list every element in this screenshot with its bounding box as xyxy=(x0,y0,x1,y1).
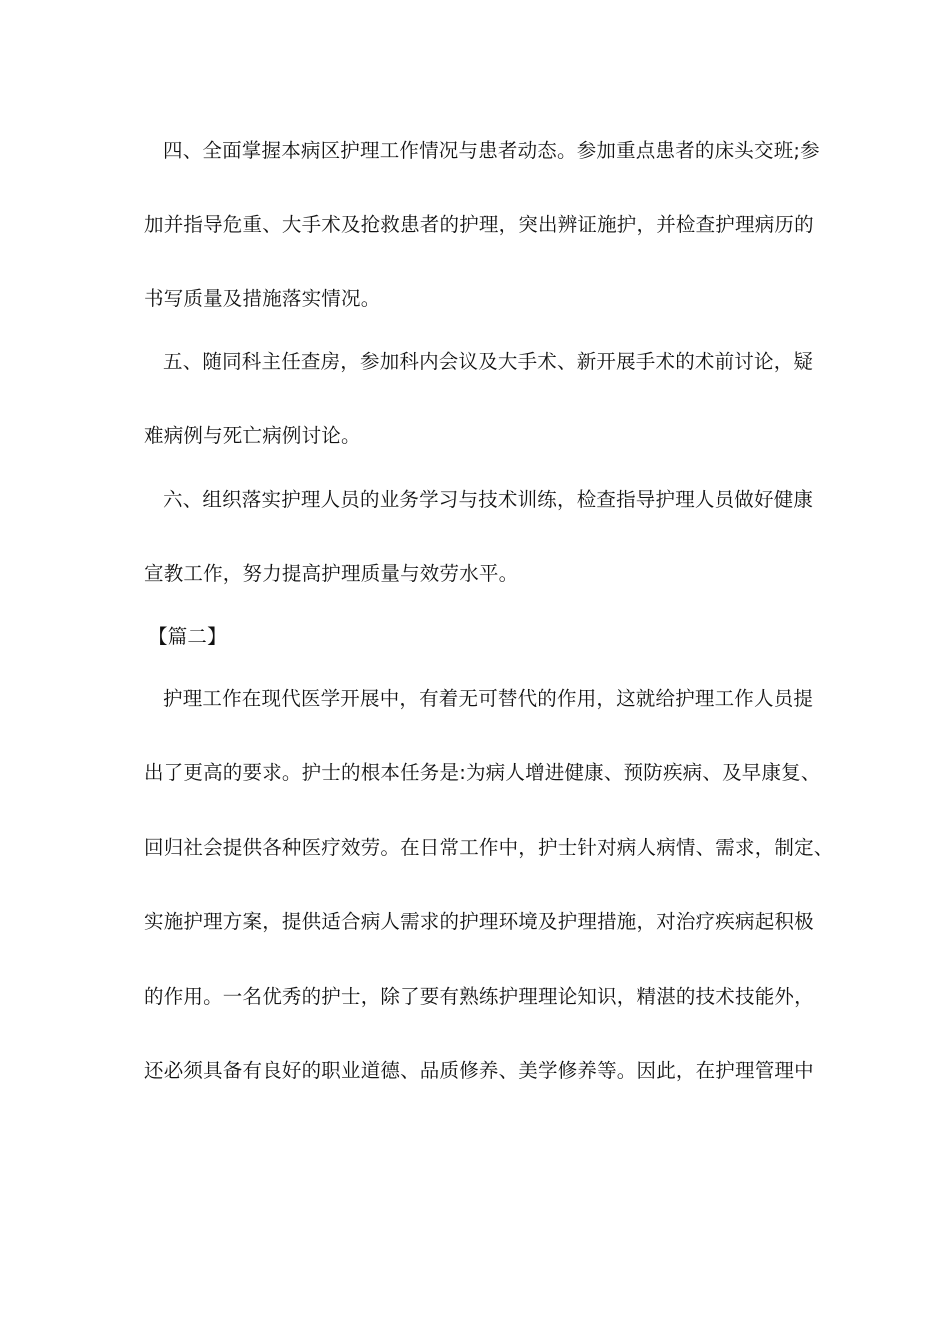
paragraph-five-line-2: 难病例与死亡病例讨论。 xyxy=(144,424,361,447)
paragraph-four-line-1: 四、全面掌握本病区护理工作情况与患者动态。参加重点患者的床头交班;参 xyxy=(163,139,820,162)
section-two-line-2: 出了更高的要求。护士的根本任务是:为病人增进健康、预防疾病、及早康复、 xyxy=(144,761,821,784)
section-two-line-5: 的作用。一名优秀的护士，除了要有熟练护理理论知识，精湛的技术技能外， xyxy=(144,985,814,1008)
paragraph-five-line-1: 五、随同科主任查房，参加科内会议及大手术、新开展手术的术前讨论，疑 xyxy=(163,350,814,373)
section-heading: 【篇二】 xyxy=(148,625,227,648)
section-two-line-4: 实施护理方案，提供适合病人需求的护理环境及护理措施，对治疗疾病起积极 xyxy=(144,910,814,933)
paragraph-six-line-1: 六、组织落实护理人员的业务学习与技术训练，检查指导护理人员做好健康 xyxy=(163,488,814,511)
paragraph-four-line-3: 书写质量及措施落实情况。 xyxy=(144,287,381,310)
section-two-line-1: 护理工作在现代医学开展中，有着无可替代的作用，这就给护理工作人员提 xyxy=(163,687,814,710)
paragraph-four-line-2: 加并指导危重、大手术及抢救患者的护理，突出辨证施护，并检查护理病历的 xyxy=(144,213,814,236)
paragraph-six-line-2: 宣教工作，努力提高护理质量与效劳水平。 xyxy=(144,562,519,585)
section-two-line-6: 还必须具备有良好的职业道德、品质修养、美学修养等。因此，在护理管理中 xyxy=(144,1059,814,1082)
section-two-line-3: 回归社会提供各种医疗效劳。在日常工作中，护士针对病人病情、需求，制定、 xyxy=(144,836,834,859)
